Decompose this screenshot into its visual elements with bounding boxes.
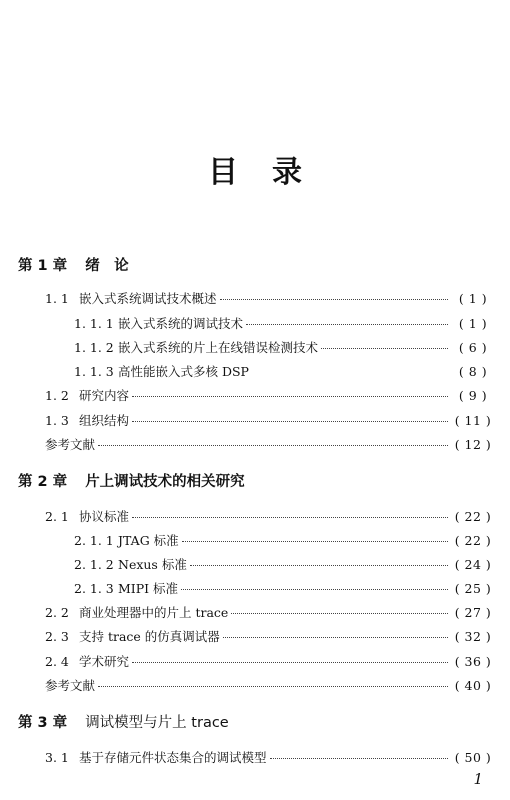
page-number: 1: [473, 770, 483, 788]
section-number: 2. 1. 1: [74, 533, 114, 548]
leader-dots: [270, 758, 448, 759]
section-title: 基于存储元件状态集合的调试模型: [79, 750, 267, 765]
toc-entry[interactable]: [74, 362, 494, 380]
leader-dots: [190, 565, 448, 566]
section-number: 2. 2: [45, 605, 69, 620]
toc-entry[interactable]: [45, 386, 494, 404]
section-title: 商业处理器中的片上 trace: [79, 605, 229, 620]
section-title: 支持 trace 的仿真调试器: [79, 629, 220, 644]
page-ref: ( 40 ): [454, 678, 492, 693]
section-title: 嵌入式系统的调试技术: [118, 316, 244, 331]
chapter-heading: [18, 254, 129, 275]
leader-dots: [231, 613, 448, 614]
page-ref: ( 32 ): [454, 629, 492, 644]
toc-entry[interactable]: [45, 289, 494, 307]
section-title: 研究内容: [79, 388, 130, 403]
leader-dots: [223, 637, 448, 638]
toc-entry-references[interactable]: [45, 435, 494, 453]
toc-entry[interactable]: [45, 627, 494, 645]
page-ref: ( 36 ): [454, 654, 492, 669]
leader-dots: [132, 662, 448, 663]
section-number: 3. 1: [45, 750, 69, 765]
page-ref: ( 11 ): [454, 413, 492, 428]
section-number: 2. 1. 2: [74, 557, 114, 572]
section-number: 2. 3: [45, 629, 69, 644]
leader-space: [252, 372, 448, 373]
leader-dots: [182, 541, 448, 542]
section-title: 嵌入式系统调试技术概述: [79, 291, 217, 306]
page-ref: ( 1 ): [458, 291, 488, 306]
toc-entry[interactable]: [74, 338, 494, 356]
page-ref: ( 27 ): [454, 605, 492, 620]
page-ref: ( 6 ): [458, 340, 488, 355]
chapter-title: 绪 论: [85, 258, 129, 274]
toc-entry[interactable]: [45, 507, 494, 525]
leader-dots: [321, 348, 448, 349]
chapter-heading: [18, 470, 245, 491]
chapter-number: 第 3 章: [18, 715, 68, 731]
section-number: 1. 1: [45, 291, 69, 306]
section-number: 2. 1. 3: [74, 581, 114, 596]
section-title: 嵌入式系统的片上在线错误检测技术: [118, 340, 319, 355]
page-ref: ( 25 ): [454, 581, 492, 596]
section-title: MIPI 标准: [118, 581, 179, 596]
toc-entry[interactable]: [74, 314, 494, 332]
section-title: Nexus 标准: [118, 557, 187, 572]
page-ref: ( 8 ): [458, 364, 488, 379]
leader-dots: [132, 396, 448, 397]
toc-entry[interactable]: [74, 531, 494, 549]
section-number: 2. 1: [45, 509, 69, 524]
toc-entry[interactable]: [45, 652, 494, 670]
section-number: 1. 1. 1: [74, 316, 114, 331]
leader-dots: [132, 421, 448, 422]
toc-entry[interactable]: [45, 411, 494, 429]
page-ref: ( 1 ): [458, 316, 488, 331]
section-title: JTAG 标准: [118, 533, 179, 548]
section-title: 参考文献: [45, 437, 96, 452]
leader-dots: [246, 324, 448, 325]
section-title: 高性能嵌入式多核 DSP: [118, 364, 249, 379]
leader-dots: [132, 517, 448, 518]
toc-entry[interactable]: [45, 603, 494, 621]
chapter-heading: [18, 711, 229, 732]
page-ref: ( 24 ): [454, 557, 492, 572]
page-ref: ( 22 ): [454, 533, 492, 548]
section-number: 1. 1. 3: [74, 364, 114, 379]
chapter-number: 第 1 章: [18, 258, 68, 274]
page-title: 目录: [208, 155, 336, 190]
chapter-title: 调试模型与片上 trace: [85, 715, 229, 731]
section-number: 1. 1. 2: [74, 340, 114, 355]
section-number: 1. 2: [45, 388, 69, 403]
section-title: 学术研究: [79, 654, 130, 669]
toc-entry[interactable]: [74, 555, 494, 573]
page-ref: ( 12 ): [454, 437, 492, 452]
leader-dots: [220, 299, 448, 300]
section-title: 参考文献: [45, 678, 96, 693]
leader-dots: [98, 686, 448, 687]
toc-entry[interactable]: [74, 579, 494, 597]
section-number: 2. 4: [45, 654, 69, 669]
page-ref: ( 50 ): [454, 750, 492, 765]
section-title: 组织结构: [79, 413, 130, 428]
section-number: 1. 3: [45, 413, 69, 428]
section-title: 协议标准: [79, 509, 130, 524]
chapter-title: 片上调试技术的相关研究: [85, 474, 245, 490]
toc-entry-references[interactable]: [45, 676, 494, 694]
toc-entry[interactable]: [45, 748, 494, 766]
chapter-number: 第 2 章: [18, 474, 68, 490]
page-ref: ( 9 ): [458, 388, 488, 403]
leader-dots: [181, 589, 448, 590]
page-ref: ( 22 ): [454, 509, 492, 524]
leader-dots: [98, 445, 448, 446]
